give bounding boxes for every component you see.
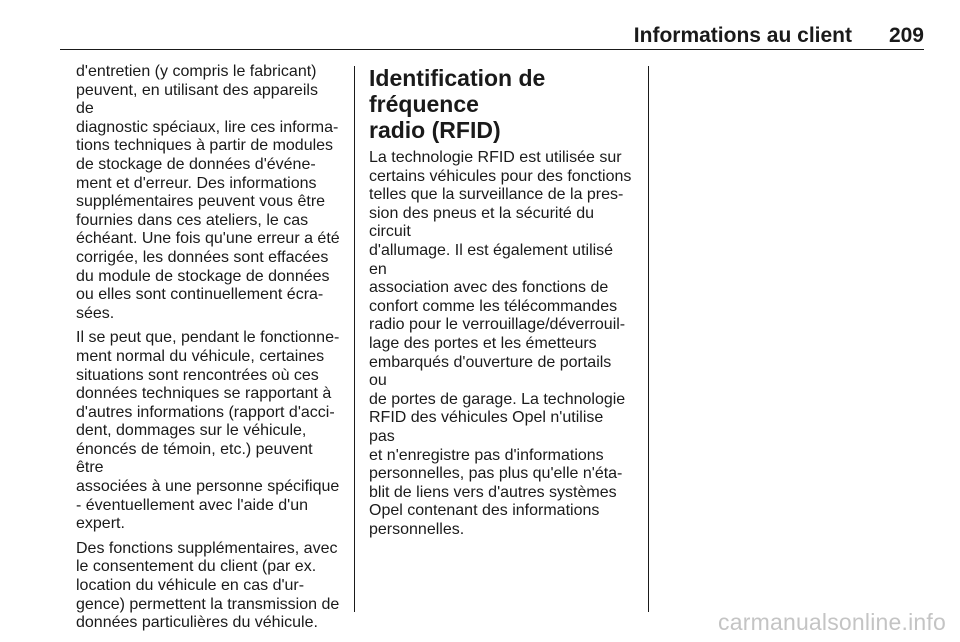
page-number: 209 [888, 24, 924, 47]
section-heading-rfid: Identification de fréquence radio (RFID) [369, 65, 546, 143]
column-divider-left [354, 66, 355, 612]
middle-column [369, 63, 633, 545]
left-paragraph-2: Il se peut que, pendant le fonctionne- ment normal du véhicule, certaines situations sont rencontrées où ces données techniques se rapportant à d'autres informations (rapport d'acci- dent, dommages sur le véhicule, énoncés de témoin, etc.) peuvent être associées à une personne spécifique - éventuellement avec l'aide d'un expert. [76, 329, 340, 533]
left-paragraph-1: d'entretien (y compris le fabricant) peuvent, en utilisant des appareils de diagnostic spéciaux, lire ces informa- tions techniques à partir de modules de stockage de données d'événe- ment et d'erreur. Des informations supplémentaires peuvent vous être fournies dans ces ateliers, le cas échéant. Une fois qu'une erreur a été corrigée, les données sont effacées du module de stockage de données ou elles sont continuellement écra- sées. [76, 63, 340, 322]
page-header [60, 0, 924, 51]
header-title: Informations au client [633, 24, 852, 47]
column-divider-right [648, 66, 649, 612]
header-rule [60, 49, 924, 50]
left-paragraph-3: Des fonctions supplémentaires, avec le consentement du client (par ex. location du véhicule en cas d'ur- gence) permettent la transmission de données particulières du véhicule. [76, 539, 340, 632]
rfid-paragraph: La technologie RFID est utilisée sur certains véhicules pour des fonctions telles que la surveillance de la pres- sion des pneus et la sécurité du circuit d'allumage. Il est également utilisé en association avec des fonctions de confort comme les télécommandes radio pour le verrouillage/déverrouil- lage des portes et les émetteurs embarqués d'ouverture de portails ou de portes de garage. La technologie RFID des véhicules Opel n'utilise pas et n'enregistre pas d'informations personnelles, pas plus qu'elle n'éta- blit de liens vers d'autres systèmes Opel contenant des informations personnelles. [369, 149, 632, 538]
watermark: carmanualsonline.info [718, 609, 946, 635]
left-column [76, 63, 340, 639]
